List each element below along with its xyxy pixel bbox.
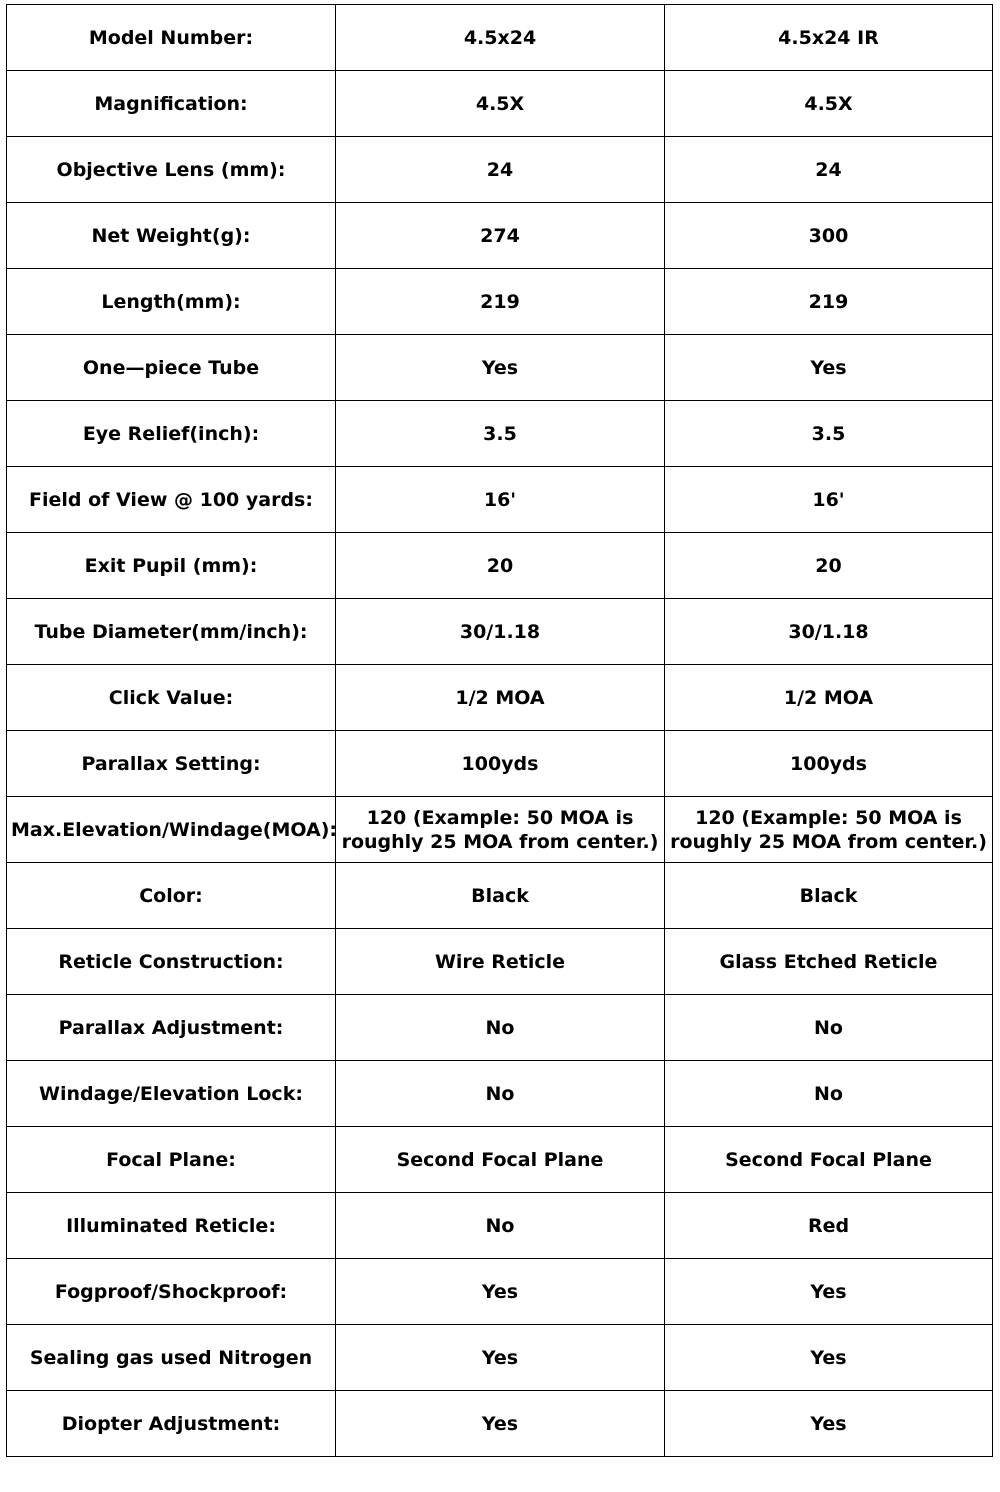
spec-value-4-5x24-ir: 24: [665, 137, 993, 203]
table-row: [7, 467, 993, 533]
spec-value-4-5x24-ir: 30/1.18: [665, 599, 993, 665]
table-row: [7, 599, 993, 665]
spec-value-4-5x24-ir: Yes: [665, 1259, 993, 1325]
spec-label: Exit Pupil (mm):: [7, 533, 336, 599]
spec-value-4-5x24-ir: Glass Etched Reticle: [665, 929, 993, 995]
table-row: [7, 929, 993, 995]
table-row: [7, 269, 993, 335]
spec-value-4-5x24: 30/1.18: [336, 599, 665, 665]
spec-value-4-5x24-ir: 300: [665, 203, 993, 269]
table-row: [7, 1259, 993, 1325]
spec-label: One—piece Tube: [7, 335, 336, 401]
spec-value-4-5x24: 120 (Example: 50 MOA is roughly 25 MOA from center.): [336, 797, 665, 863]
spec-value-4-5x24: 24: [336, 137, 665, 203]
spec-value-4-5x24: Yes: [336, 1325, 665, 1391]
table-row: [7, 1193, 993, 1259]
spec-label: Click Value:: [7, 665, 336, 731]
spec-value-4-5x24-ir: Red: [665, 1193, 993, 1259]
table-row: [7, 137, 993, 203]
spec-value-4-5x24: No: [336, 995, 665, 1061]
spec-value-4-5x24: Wire Reticle: [336, 929, 665, 995]
spec-value-4-5x24: 4.5X: [336, 71, 665, 137]
spec-value-4-5x24-ir: No: [665, 1061, 993, 1127]
table-row: [7, 203, 993, 269]
spec-label: Net Weight(g):: [7, 203, 336, 269]
table-row: [7, 1391, 993, 1457]
spec-label: Length(mm):: [7, 269, 336, 335]
table-row: [7, 335, 993, 401]
spec-value-4-5x24-ir: Yes: [665, 1391, 993, 1457]
spec-value-4-5x24-ir: 16': [665, 467, 993, 533]
spec-value-4-5x24: Black: [336, 863, 665, 929]
spec-value-4-5x24-ir: 120 (Example: 50 MOA is roughly 25 MOA from center.): [665, 797, 993, 863]
spec-value-4-5x24: 20: [336, 533, 665, 599]
spec-label: Diopter Adjustment:: [7, 1391, 336, 1457]
spec-value-4-5x24-ir: 100yds: [665, 731, 993, 797]
spec-value-4-5x24: No: [336, 1193, 665, 1259]
spec-label: Parallax Adjustment:: [7, 995, 336, 1061]
spec-value-4-5x24: 16': [336, 467, 665, 533]
spec-value-4-5x24: Yes: [336, 335, 665, 401]
table-row: [7, 665, 993, 731]
spec-label: Field of View @ 100 yards:: [7, 467, 336, 533]
spec-value-4-5x24: No: [336, 1061, 665, 1127]
table-row: [7, 533, 993, 599]
spec-label: Eye Relief(inch):: [7, 401, 336, 467]
spec-label: Parallax Setting:: [7, 731, 336, 797]
spec-label: Focal Plane:: [7, 1127, 336, 1193]
spec-value-4-5x24-ir: Second Focal Plane: [665, 1127, 993, 1193]
spec-table: [6, 4, 993, 1457]
spec-label: Color:: [7, 863, 336, 929]
spec-value-4-5x24: 100yds: [336, 731, 665, 797]
table-row: [7, 401, 993, 467]
spec-value-4-5x24: 4.5x24: [336, 5, 665, 71]
spec-value-4-5x24: 3.5: [336, 401, 665, 467]
spec-value-4-5x24: Yes: [336, 1391, 665, 1457]
spec-value-4-5x24: 219: [336, 269, 665, 335]
spec-label: Sealing gas used Nitrogen: [7, 1325, 336, 1391]
table-row: [7, 1061, 993, 1127]
spec-value-4-5x24-ir: Black: [665, 863, 993, 929]
spec-label: Illuminated Reticle:: [7, 1193, 336, 1259]
spec-value-4-5x24-ir: 4.5x24 IR: [665, 5, 993, 71]
spec-label: Tube Diameter(mm/inch):: [7, 599, 336, 665]
spec-value-4-5x24-ir: 3.5: [665, 401, 993, 467]
table-row: [7, 1127, 993, 1193]
table-row: [7, 71, 993, 137]
spec-value-4-5x24: 274: [336, 203, 665, 269]
spec-table-body: [7, 5, 993, 1457]
table-row: [7, 731, 993, 797]
spec-value-4-5x24: Yes: [336, 1259, 665, 1325]
table-row: [7, 995, 993, 1061]
spec-value-4-5x24-ir: Yes: [665, 1325, 993, 1391]
table-row: [7, 863, 993, 929]
spec-value-4-5x24: Second Focal Plane: [336, 1127, 665, 1193]
spec-label: Model Number:: [7, 5, 336, 71]
table-row: [7, 5, 993, 71]
spec-value-4-5x24-ir: 1/2 MOA: [665, 665, 993, 731]
table-row: [7, 1325, 993, 1391]
spec-label: Fogproof/Shockproof:: [7, 1259, 336, 1325]
table-row: [7, 797, 993, 863]
spec-label: Windage/Elevation Lock:: [7, 1061, 336, 1127]
spec-label: Max.Elevation/Windage(MOA):: [7, 797, 336, 863]
spec-value-4-5x24-ir: No: [665, 995, 993, 1061]
spec-value-4-5x24-ir: 4.5X: [665, 71, 993, 137]
spec-value-4-5x24-ir: 20: [665, 533, 993, 599]
spec-value-4-5x24-ir: Yes: [665, 335, 993, 401]
spec-value-4-5x24: 1/2 MOA: [336, 665, 665, 731]
spec-label: Magnification:: [7, 71, 336, 137]
spec-label: Reticle Construction:: [7, 929, 336, 995]
spec-value-4-5x24-ir: 219: [665, 269, 993, 335]
spec-label: Objective Lens (mm):: [7, 137, 336, 203]
